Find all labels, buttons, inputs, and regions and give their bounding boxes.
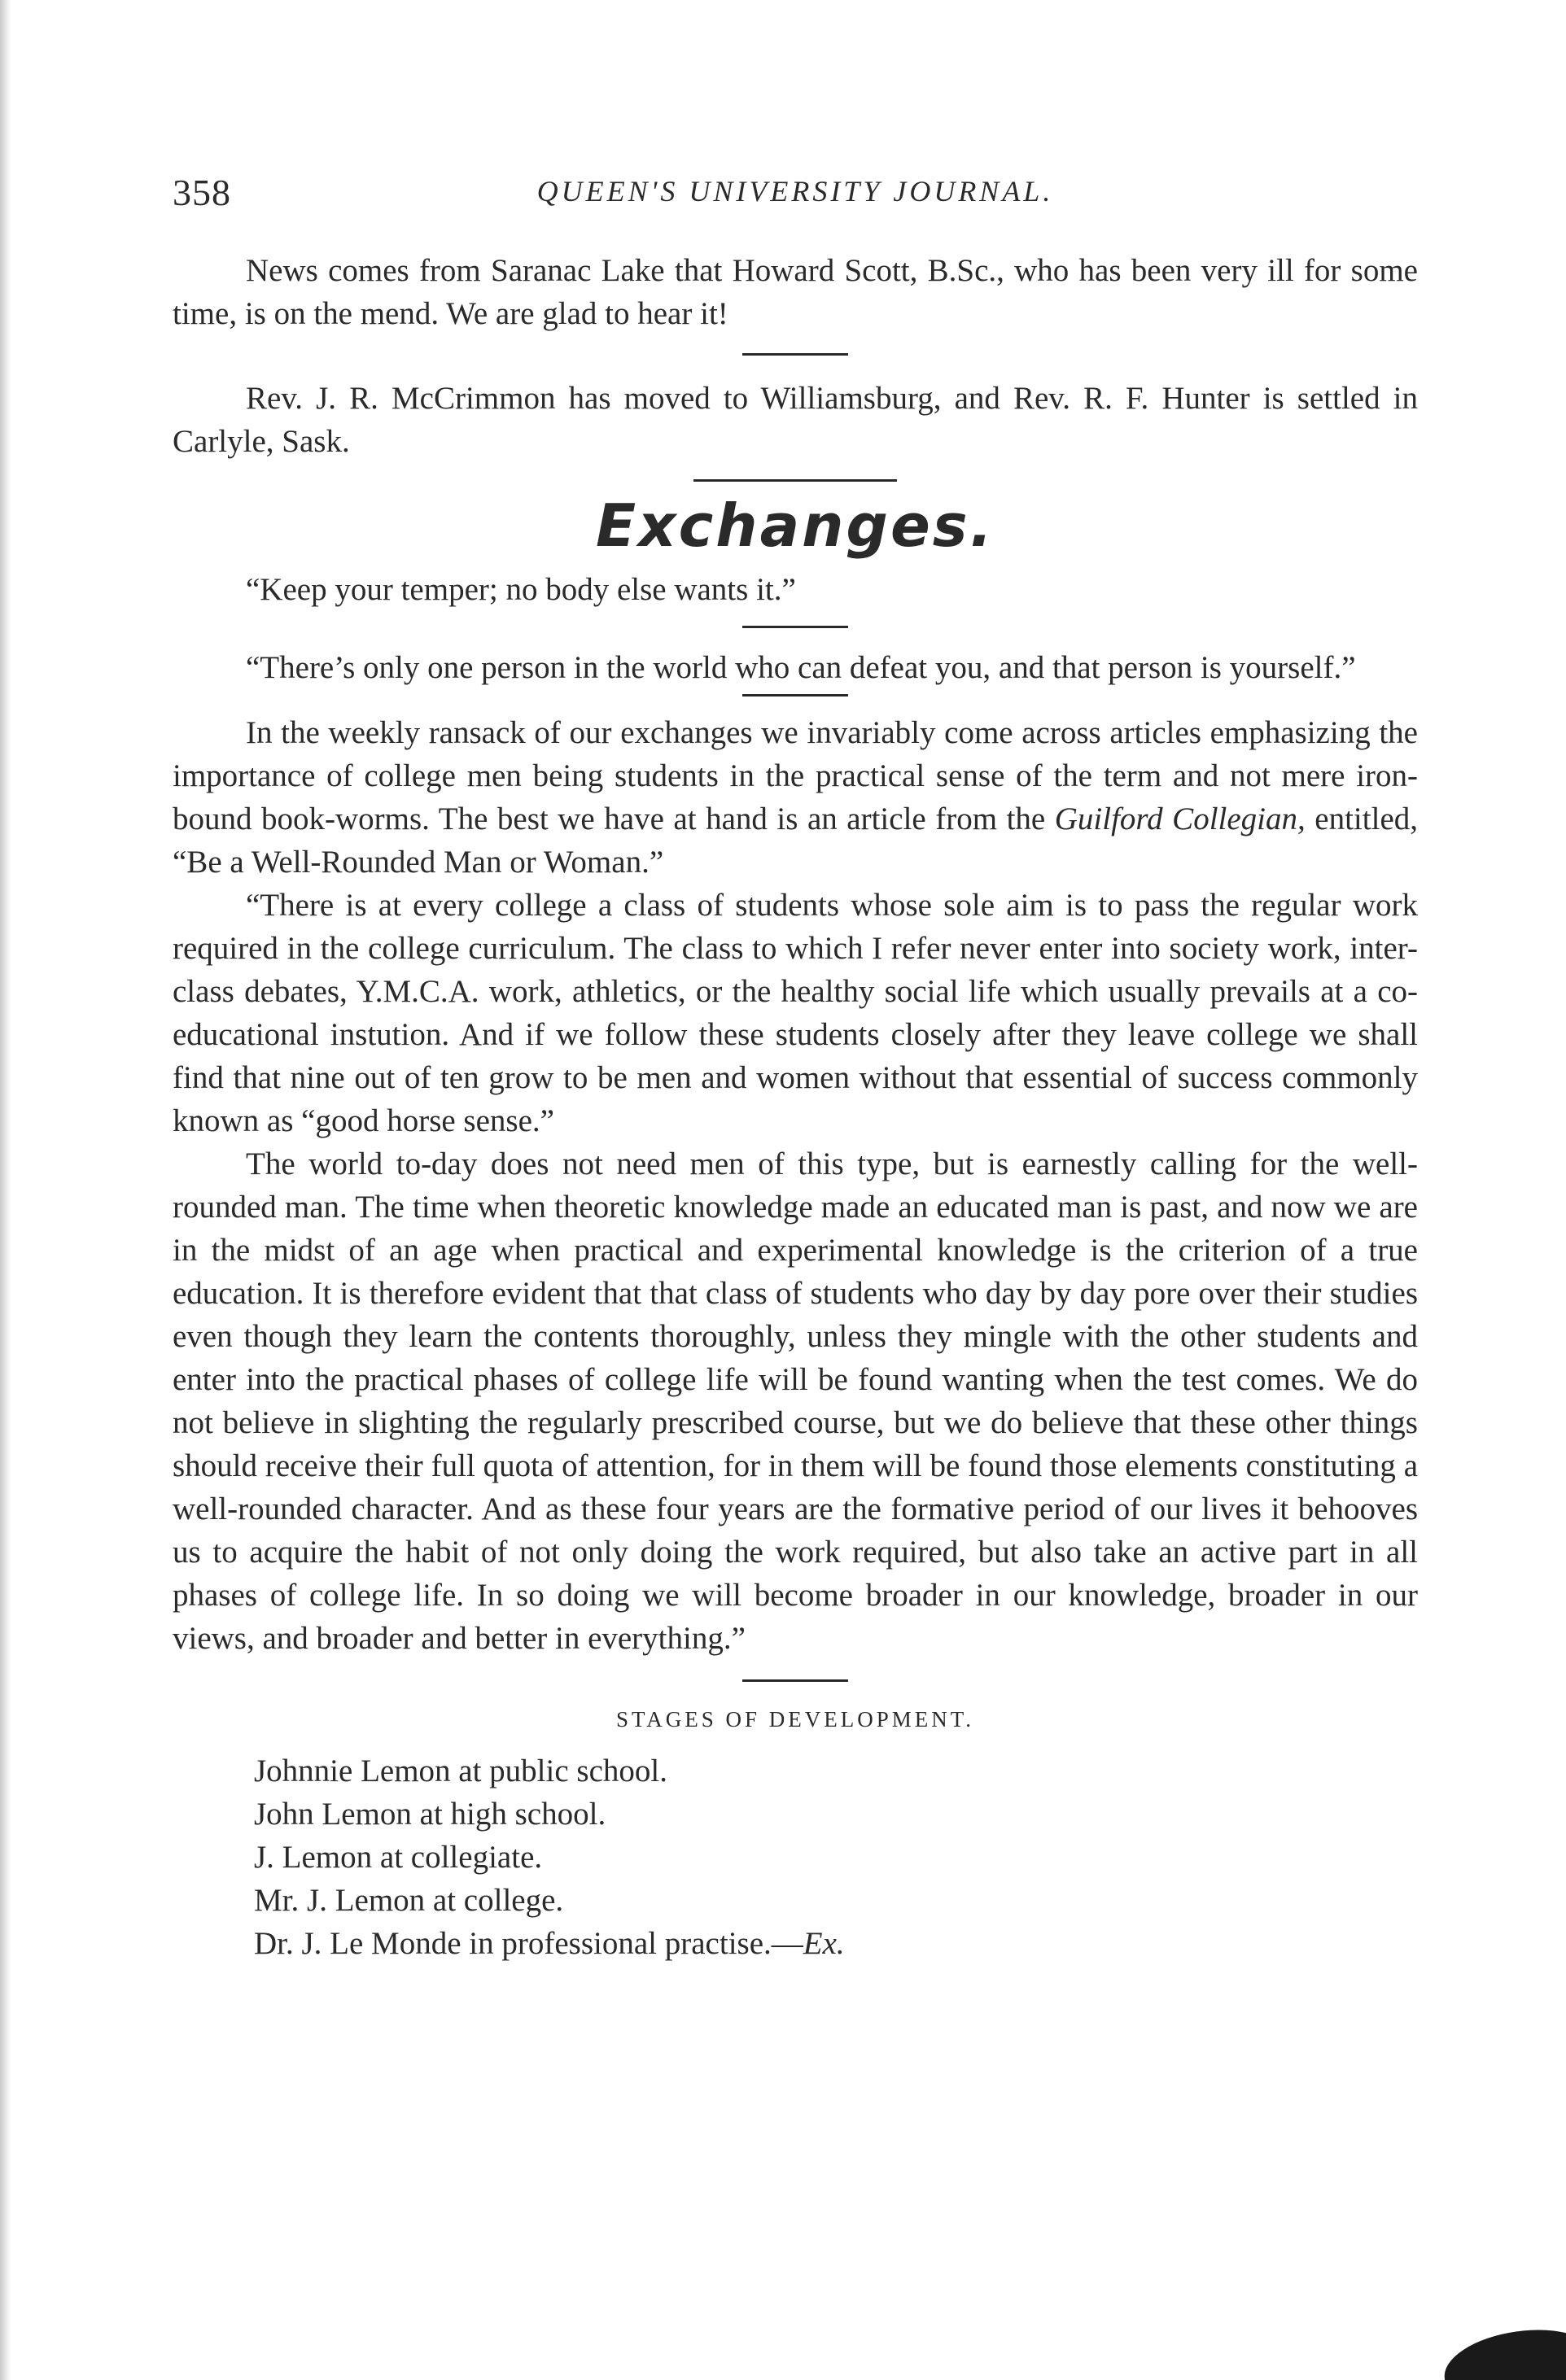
- source-ex: Ex.: [803, 1926, 845, 1961]
- stage-final-text: Dr. J. Le Monde in professional practise.—: [254, 1926, 803, 1961]
- section-divider: [742, 626, 848, 628]
- intro-text-end: entitled, “Be a Well-Rounded Man or Woman.”: [173, 801, 1419, 880]
- section-divider: [693, 479, 897, 482]
- quote-temper: “Keep your temper; no body else wants it.”: [246, 572, 796, 607]
- section-divider: [742, 353, 848, 356]
- section-divider: [742, 694, 848, 697]
- page-header: [173, 168, 1418, 216]
- stages-list: [173, 1749, 1418, 1965]
- stage-line-final: [254, 1922, 1418, 1965]
- stages-title: STAGES OF DEVELOPMENT.: [615, 1707, 975, 1732]
- source-guilford-collegian: Guilford Collegian,: [1054, 801, 1306, 836]
- quote-defeat: “There’s only one person in the world who can defeat you, and that person is yourself.”: [246, 650, 1356, 685]
- exchanges-heading: Exchanges.: [596, 491, 995, 560]
- section-divider: [742, 1679, 848, 1682]
- intro-text: In the weekly ransack of our exchanges we invariably come across articles emphasizing the importance of college men being students in the practical sense of the term and not mere iron-bound book-worms. The best we have at hand is an article from the: [173, 715, 1418, 836]
- page-number: 358: [173, 172, 231, 213]
- corner-smudge: [1440, 2321, 1566, 2380]
- page-edge-shadow: [0, 0, 11, 2380]
- news-item-scott: News comes from Saranac Lake that Howard Scott, B.Sc., who has been very ill for some time, is on the mend. We are glad to hear it!: [173, 253, 1418, 331]
- running-title: QUEEN'S UNIVERSITY JOURNAL.: [536, 175, 1054, 207]
- exchanges-paragraph-world: The world to-day does not need men of this type, but is earnestly calling for the well-rounded man. The time when theoretic knowledge made an educated man is past, and now we are in the midst of an age when practical and experimental knowledge is the criterion of a true education. It is therefore evident that that class of students who day by day pore over their studies even though they learn the contents thoroughly, unless they mingle with the other students and enter into the practical phases of college life will be found wanting when the test comes. We do not believe in slighting the regularly prescribed course, but we do believe that these other things should receive their full quota of attention, for in them will be found those elements constituting a well-rounded character. And as these four years are the formative period of our lives it behooves us to acquire the habit of not only doing the work required, but also take an active part in all phases of college life. In so doing we will become broader in our knowledge, broader in our views, and broader and better in everything.”: [173, 1146, 1418, 1656]
- news-item-mccrimmon: Rev. J. R. McCrimmon has moved to Williamsburg, and Rev. R. F. Hunter is settled in Carlyle, Sask.: [173, 381, 1418, 459]
- stage-line: John Lemon at high school.: [254, 1797, 606, 1832]
- stage-line: Mr. J. Lemon at college.: [254, 1883, 564, 1918]
- stage-line: Johnnie Lemon at public school.: [254, 1753, 667, 1788]
- page-content: [173, 249, 1418, 1965]
- exchanges-paragraph-quote: “There is at every college a class of students whose sole aim is to pass the regular work required in the college curriculum. The class to which I refer never enter into society work, inter-class debates, Y.M.C.A. work, athletics, or the healthy social life which usually prevails at a co-educational instution. And if we follow these students closely after they leave college we shall find that nine out of ten grow to be men and women without that essential of success commonly known as “good horse sense.”: [173, 888, 1418, 1138]
- stage-line: J. Lemon at collegiate.: [254, 1840, 543, 1875]
- exchanges-paragraph-intro: [173, 711, 1418, 884]
